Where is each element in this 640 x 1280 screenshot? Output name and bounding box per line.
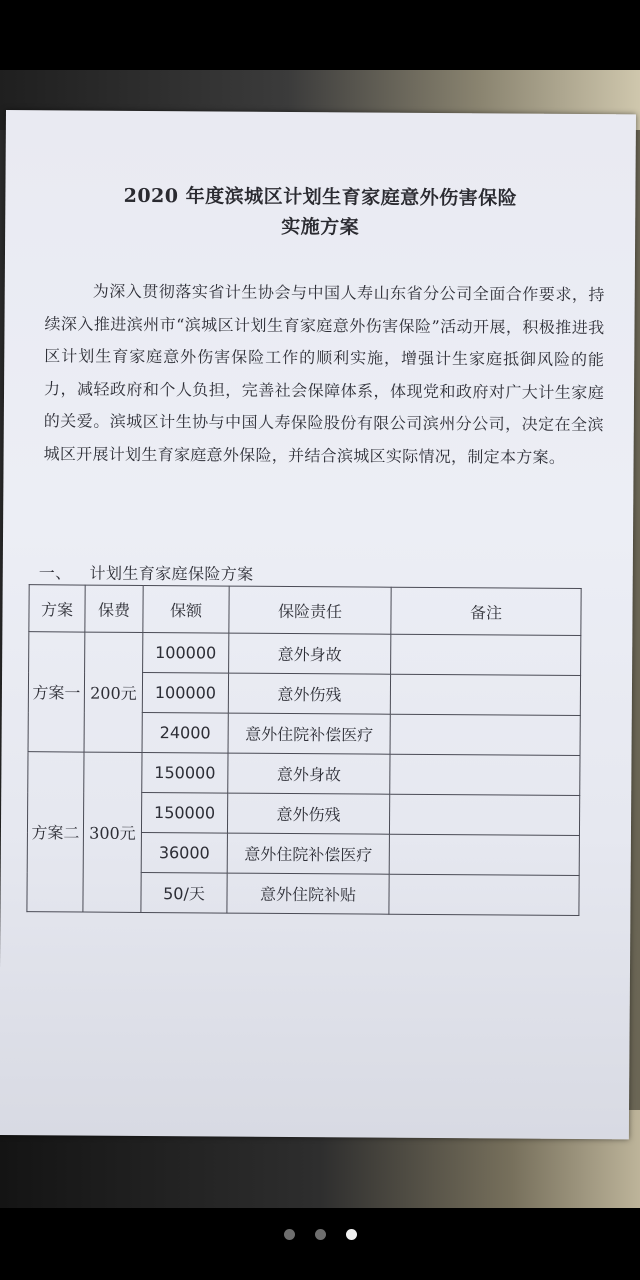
amount-cell: 50/天 [141, 872, 227, 913]
note-cell [391, 634, 581, 675]
page-dot-3[interactable] [346, 1229, 357, 1240]
page-dot-1[interactable] [284, 1229, 295, 1240]
header-note: 备注 [391, 587, 581, 635]
responsibility-cell: 意外身故 [228, 753, 390, 794]
table-row [29, 632, 581, 676]
note-cell [390, 714, 580, 755]
header-responsibility: 保险责任 [229, 586, 391, 634]
plan-name-cell: 方案一 [28, 632, 85, 752]
table-header-row [29, 585, 581, 636]
note-cell [390, 674, 580, 715]
header-amount: 保额 [143, 585, 229, 633]
premium-cell: 200元 [84, 632, 143, 752]
responsibility-cell: 意外伤残 [227, 793, 389, 834]
responsibility-cell: 意外身故 [229, 633, 391, 674]
responsibility-cell: 意外伤残 [228, 673, 390, 714]
amount-cell: 24000 [142, 712, 228, 753]
document-photo[interactable] [0, 70, 640, 1208]
responsibility-cell: 意外住院补偿医疗 [227, 833, 389, 874]
amount-cell: 100000 [143, 632, 229, 673]
note-cell [389, 874, 579, 915]
intro-paragraph: 为深入贯彻落实省计生协会与中国人寿山东省分公司全面合作要求，持续深入推进滨州市“滨城区计划生育家庭意外伤害保险”活动开展，积极推进我区计划生育家庭意外伤害保险工作的顺利实施，增强计生家庭抵御风险的能力，减轻政府和个人负担，完善社会保障体系，体现党和政府对广大计生家庭的关爱。滨城区计生协与中国人寿保险股份有限公司滨州分公司，决定在全滨城区开展计划生育家庭意外保险，并结合滨城区实际情况，制定本方案。 [43, 281, 605, 467]
header-premium: 保费 [85, 585, 143, 632]
plan-name-cell: 方案二 [27, 752, 84, 912]
amount-cell: 100000 [142, 672, 228, 713]
page-dot-2[interactable] [315, 1229, 326, 1240]
section-title: 计划生育家庭保险方案 [89, 563, 254, 584]
responsibility-cell: 意外住院补偿医疗 [228, 713, 390, 754]
header-plan: 方案 [29, 585, 85, 632]
amount-cell: 150000 [142, 752, 228, 793]
premium-cell: 300元 [83, 752, 142, 912]
responsibility-cell: 意外住院补贴 [227, 873, 389, 914]
note-cell [390, 754, 580, 795]
section-heading [39, 560, 254, 584]
amount-cell: 150000 [141, 792, 227, 833]
document-title-line1: 2020 年度滨城区计划生育家庭意外伤害保险 [123, 184, 518, 210]
page-indicator[interactable] [0, 1222, 640, 1246]
table-row [28, 752, 580, 796]
insurance-plan-table [26, 584, 581, 916]
note-cell [389, 834, 579, 875]
section-number: 一、 [38, 563, 72, 583]
document-title-line2: 实施方案 [281, 215, 360, 239]
amount-cell: 36000 [141, 832, 227, 873]
paper-sheet [0, 110, 636, 1139]
note-cell [389, 794, 579, 835]
